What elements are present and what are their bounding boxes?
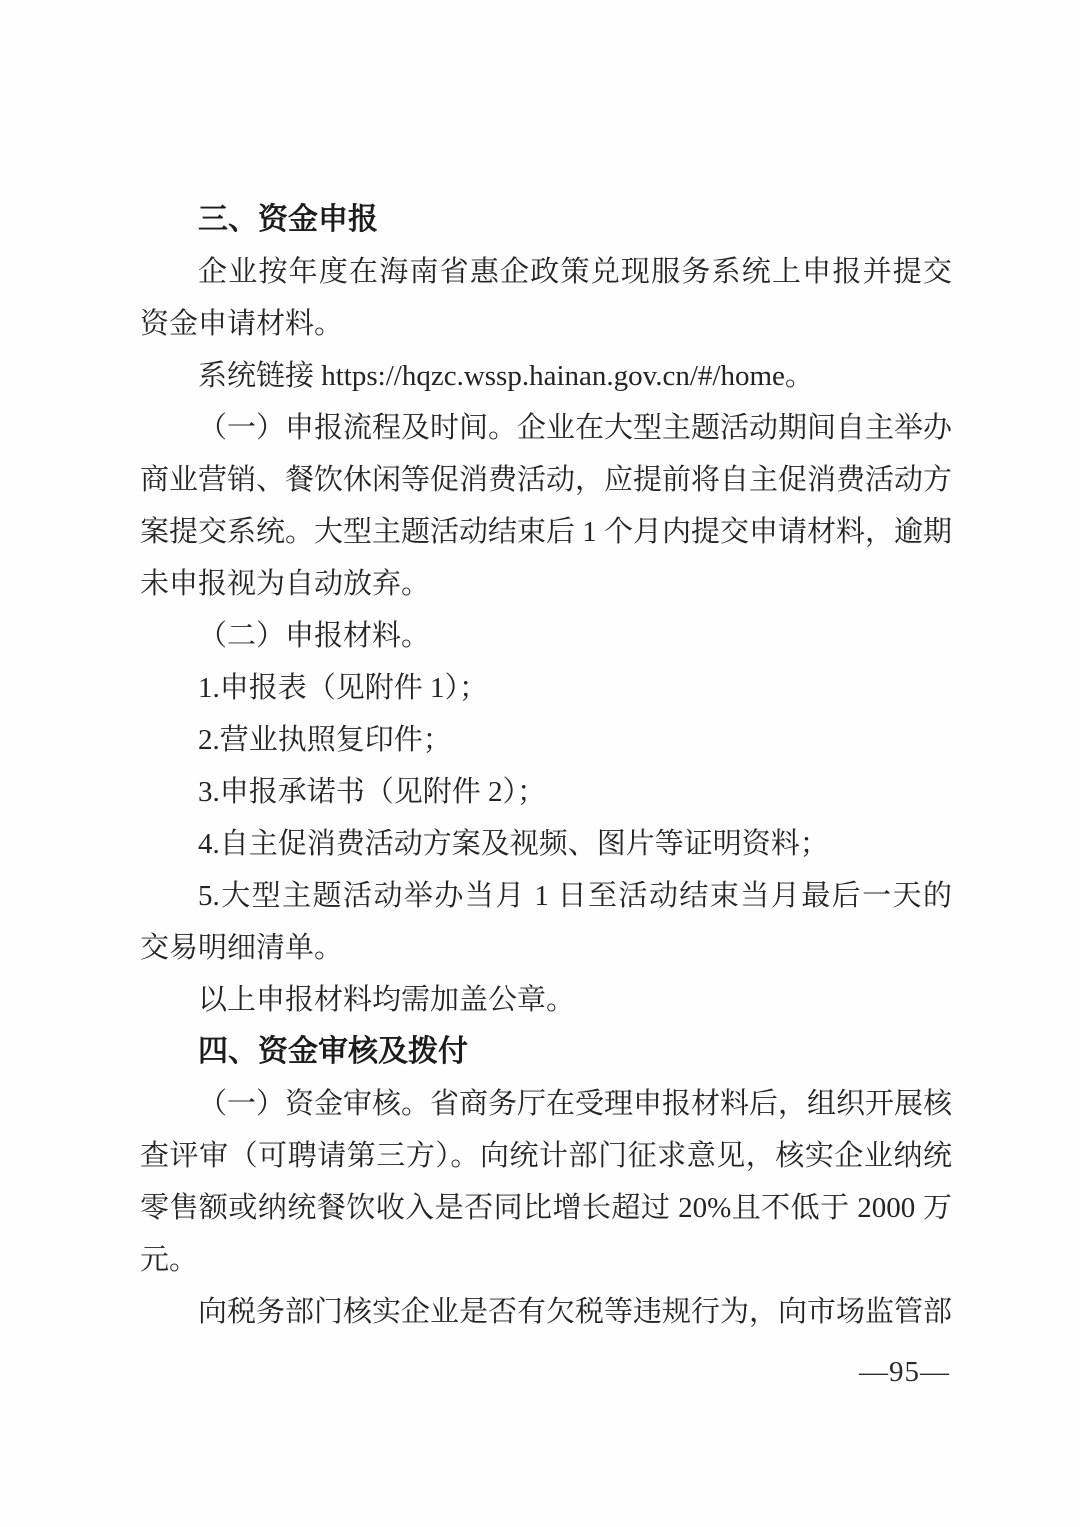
document-body [140, 194, 952, 1338]
text-line: 资金申请材料。 [140, 308, 344, 340]
text-line: 商业营销、餐饮休闲等促消费活动，应提前将自主促消费活动方 [140, 464, 953, 496]
list-item: 5.大型主题活动举办当月 1 日至活动结束当月最后一天的 [198, 880, 952, 912]
text-line: 交易明细清单。 [140, 932, 344, 964]
list-item: 4.自主促消费活动方案及视频、图片等证明资料； [198, 828, 829, 860]
text-line: 案提交系统。大型主题活动结束后 1 个月内提交申请材料，逾期 [140, 516, 953, 548]
heading-section-4: 四、资金审核及拨付 [198, 1035, 468, 1068]
list-item: 1.申报表（见附件 1）； [198, 672, 489, 704]
text-line: （一）申报流程及时间。企业在大型主题活动期间自主举办 [198, 412, 953, 444]
text-line: 企业按年度在海南省惠企政策兑现服务系统上申报并提交 [198, 256, 952, 288]
text-line: 零售额或纳统餐饮收入是否同比增长超过 20%且不低于 2000 万 [140, 1192, 952, 1224]
system-link-url: 系统链接 https://hqzc.wssp.hainan.gov.cn/#/home。 [198, 360, 814, 392]
text-line: 以上申报材料均需加盖公章。 [198, 984, 576, 1016]
text-line: 未申报视为自动放弃。 [140, 568, 431, 600]
page-number: —95— [859, 1356, 950, 1388]
text-line: （一）资金审核。省商务厅在受理申报材料后，组织开展核 [198, 1088, 953, 1120]
list-item: 2.营业执照复印件； [198, 724, 452, 756]
text-line: （二）申报材料。 [198, 620, 431, 652]
text-line: 查评审（可聘请第三方）。向统计部门征求意见，核实企业纳统 [140, 1140, 952, 1172]
heading-section-3: 三、资金申报 [198, 203, 378, 236]
text-line: 向税务部门核实企业是否有欠税等违规行为，向市场监管部 [198, 1296, 953, 1328]
text-line: 元。 [140, 1244, 199, 1276]
list-item: 3.申报承诺书（见附件 2）； [198, 776, 547, 808]
